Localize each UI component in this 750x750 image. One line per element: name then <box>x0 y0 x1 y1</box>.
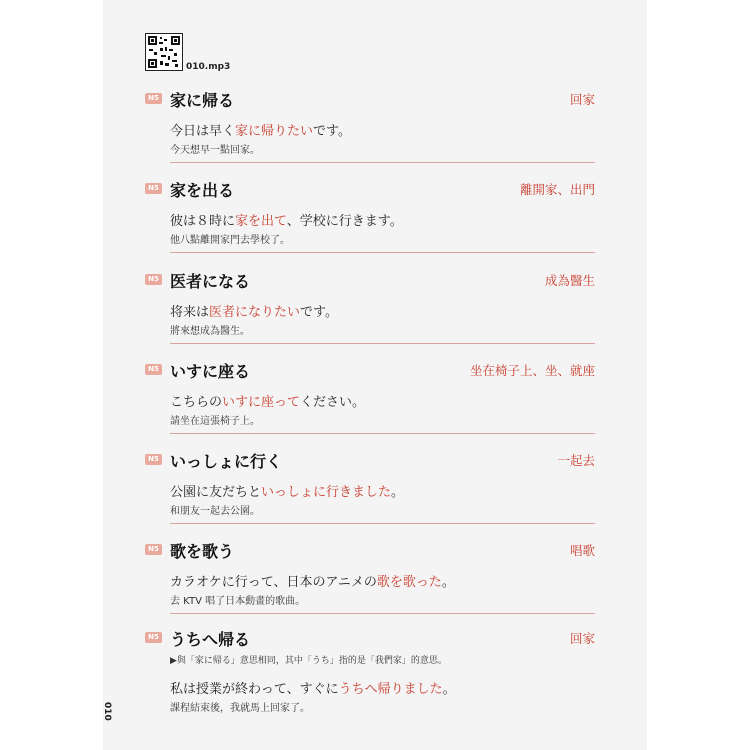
level-badge: N5 <box>145 364 162 375</box>
sentence-start: 公園に友だちと <box>170 485 262 500</box>
level-badge: N5 <box>145 632 162 643</box>
sentence-end: 。 <box>442 682 456 697</box>
sentence-end: 、学校に行きます。 <box>286 214 403 229</box>
audio-file-label: 010.mp3 <box>186 62 231 72</box>
vocab-meaning: 離開家、出門 <box>519 182 595 197</box>
level-badge: N5 <box>145 93 162 104</box>
sentence-end: ください。 <box>300 395 366 410</box>
qr-code-icon[interactable] <box>145 33 183 71</box>
level-badge: N5 <box>145 454 162 465</box>
sentence-highlight: 家に帰りたい <box>235 124 314 139</box>
sentence-highlight: 歌を歌った <box>376 575 442 590</box>
entry-divider <box>170 613 595 614</box>
sentence-translation: 今天想早一點回家。 <box>170 145 260 156</box>
vocab-meaning: 成為醫生 <box>544 273 595 288</box>
sentence-end: 。 <box>391 485 405 500</box>
sentence-start: こちらの <box>170 395 223 410</box>
example-sentence <box>170 571 455 590</box>
sentence-highlight: 家を出て <box>235 214 287 229</box>
sentence-translation: 請坐在這張椅子上。 <box>170 416 260 427</box>
vocab-word: 家に帰る <box>170 91 235 110</box>
level-badge: N5 <box>145 274 162 285</box>
sentence-end: です。 <box>313 124 351 139</box>
vocab-entry <box>145 261 595 343</box>
vocab-meaning: 唱歌 <box>569 543 595 558</box>
sentence-translation: 他八點離開家門去學校了。 <box>170 235 290 246</box>
sentence-end: 。 <box>441 575 455 590</box>
vocab-entry <box>145 441 595 523</box>
vocab-meaning: 坐在椅子上、坐、就座 <box>469 363 595 378</box>
vocab-word: いすに座る <box>170 362 251 381</box>
sentence-highlight: うちへ帰りました <box>338 682 443 697</box>
example-sentence <box>170 210 403 229</box>
sentence-end: です。 <box>300 305 338 320</box>
sentence-highlight: 医者になりたい <box>209 305 301 320</box>
sentence-start: 彼は８時に <box>170 214 236 229</box>
usage-note: ▶與「家に帰る」意思相同，其中「うち」指的是「我們家」的意思。 <box>170 656 447 666</box>
sentence-highlight: いすに座って <box>222 395 301 410</box>
sentence-translation: 和朋友一起去公園。 <box>170 506 260 517</box>
entry-divider <box>170 162 595 163</box>
vocab-meaning: 回家 <box>569 631 595 646</box>
vocab-word: うちへ帰る <box>170 630 251 649</box>
sentence-start: 私は授業が終わって、すぐに <box>170 682 339 697</box>
sentence-start: 将来は <box>170 305 210 320</box>
example-sentence <box>170 120 351 139</box>
example-sentence <box>170 481 404 500</box>
sentence-translation: 去 KTV 唱了日本動畫的歌曲。 <box>170 596 306 607</box>
entry-divider <box>170 523 595 524</box>
vocab-word: 歌を歌う <box>170 542 235 561</box>
vocab-entry <box>145 170 595 252</box>
vocab-meaning: 一起去 <box>557 453 595 468</box>
vocab-meaning: 回家 <box>569 92 595 107</box>
sentence-highlight: いっしょに行きました <box>261 485 392 500</box>
level-badge: N5 <box>145 544 162 555</box>
vocab-entry <box>145 621 595 721</box>
level-badge: N5 <box>145 183 162 194</box>
vocab-word: 医者になる <box>170 272 251 291</box>
page-number: 010 <box>102 702 112 721</box>
vocab-word: いっしょに行く <box>170 452 283 471</box>
vocab-word: 家を出る <box>170 181 235 200</box>
entry-divider <box>170 252 595 253</box>
sentence-start: 今日は早く <box>170 124 236 139</box>
sentence-start: カラオケに行って、日本のアニメの <box>170 575 377 590</box>
vocab-entry <box>145 351 595 433</box>
example-sentence <box>170 391 365 410</box>
sentence-translation: 將來想成為醫生。 <box>170 326 250 337</box>
entry-divider <box>170 343 595 344</box>
sentence-translation: 課程結束後，我就馬上回家了。 <box>170 703 310 714</box>
example-sentence <box>170 678 456 697</box>
vocab-entry <box>145 80 595 162</box>
vocab-entry <box>145 531 595 613</box>
example-sentence <box>170 301 338 320</box>
entry-divider <box>170 433 595 434</box>
